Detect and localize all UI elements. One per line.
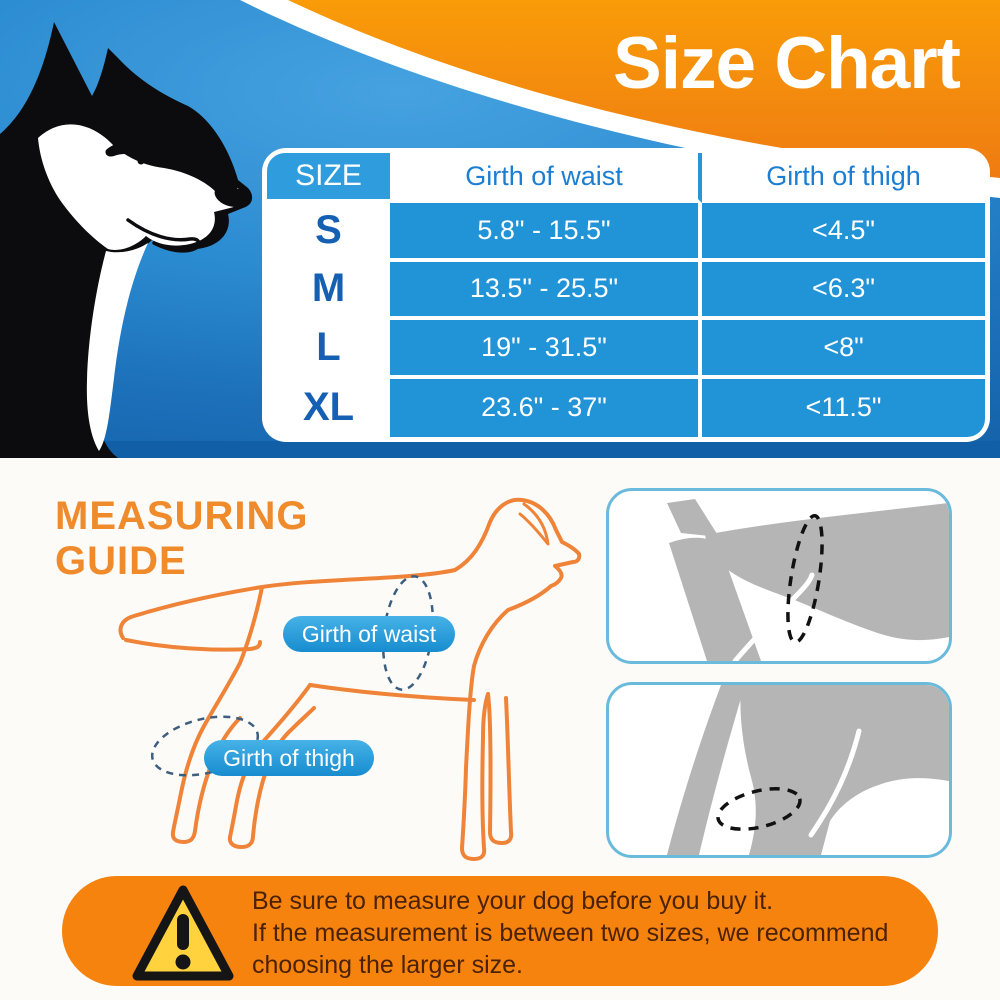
row-xl-thigh: <11.5" xyxy=(702,379,985,438)
row-s-waist: 5.8" - 15.5" xyxy=(390,203,702,262)
waist-label-pill: Girth of waist xyxy=(283,616,455,652)
waist-photo-panel xyxy=(606,488,952,664)
row-xl-label: XL xyxy=(267,379,390,438)
row-m-thigh: <6.3" xyxy=(702,262,985,321)
row-s-label: S xyxy=(267,203,390,262)
notice-text xyxy=(252,888,888,979)
thigh-label-pill: Girth of thigh xyxy=(204,740,374,776)
notice-line-3: choosing the larger size. xyxy=(252,951,523,979)
warning-triangle-icon xyxy=(131,884,235,984)
page-title: Size Chart xyxy=(613,23,960,104)
measuring-guide-heading-line2: GUIDE xyxy=(55,539,187,583)
row-l-thigh: <8" xyxy=(702,320,985,379)
waist-photo-art xyxy=(609,491,949,661)
size-table xyxy=(262,148,990,442)
col-header-thigh: Girth of thigh xyxy=(702,153,985,203)
notice-line-1: Be sure to measure your dog before you buy it. xyxy=(252,887,774,915)
col-header-size: SIZE xyxy=(267,153,390,203)
col-header-waist: Girth of waist xyxy=(390,153,702,203)
row-m-waist: 13.5" - 25.5" xyxy=(390,262,702,321)
thigh-photo-panel xyxy=(606,682,952,858)
row-s-thigh: <4.5" xyxy=(702,203,985,262)
measuring-guide-heading-line1: MEASURING xyxy=(55,494,309,538)
row-m-label: M xyxy=(267,262,390,321)
row-xl-waist: 23.6" - 37" xyxy=(390,379,702,438)
notice-line-2: If the measurement is between two sizes, we recommend xyxy=(252,919,889,947)
row-l-label: L xyxy=(267,320,390,379)
row-l-waist: 19" - 31.5" xyxy=(390,320,702,379)
thigh-photo-art xyxy=(609,685,949,855)
husky-head-art xyxy=(0,8,255,458)
dog-outline-art xyxy=(110,488,590,880)
